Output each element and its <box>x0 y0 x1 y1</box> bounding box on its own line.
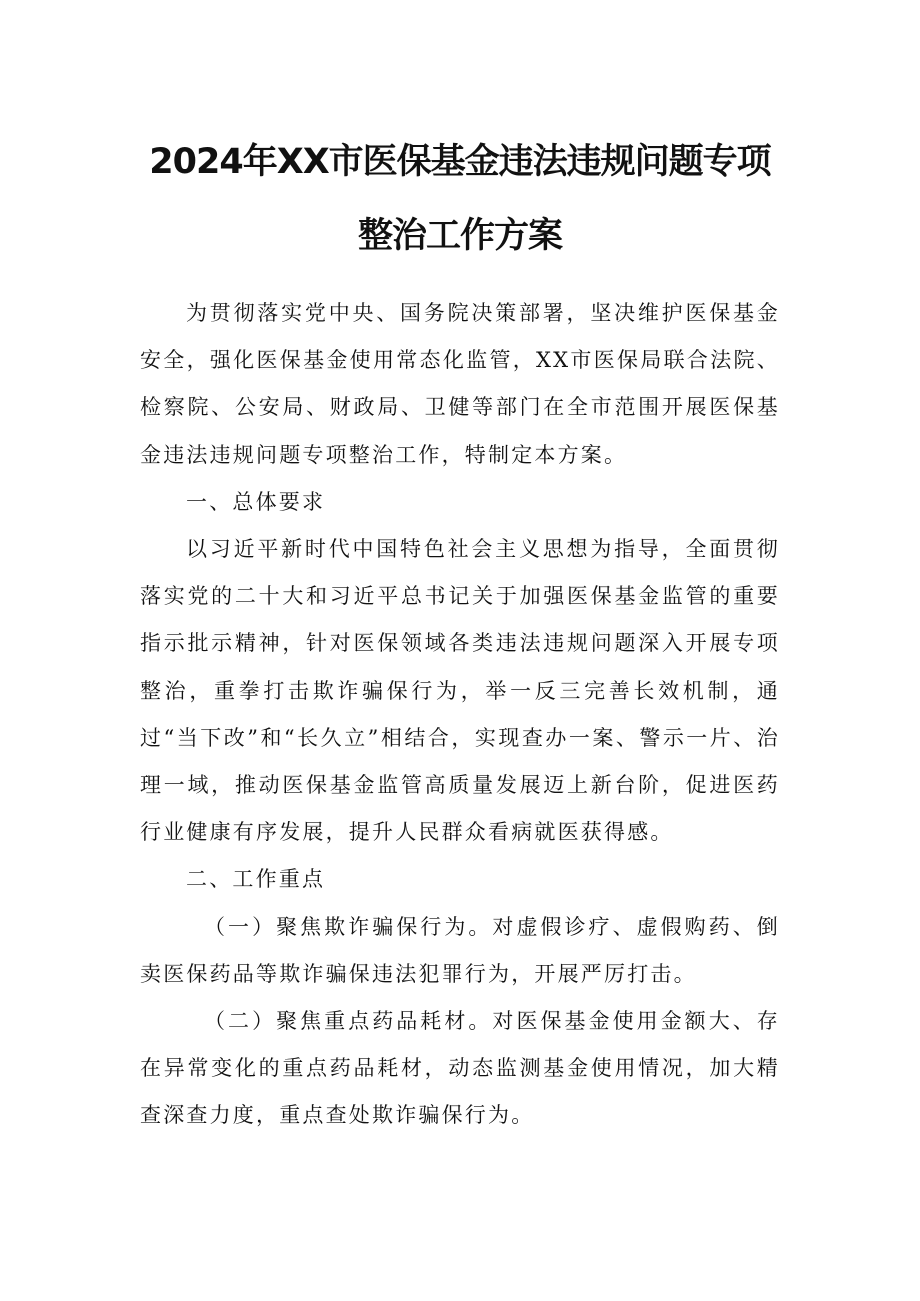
section-2-item-1: （一）聚焦欺诈骗保行为。对虚假诊疗、虚假购药、倒卖医保药品等欺诈骗保违法犯罪行为，开展严厉打击。 <box>140 914 780 986</box>
section-2-item-2: （二）聚焦重点药品耗材。对医保基金使用金额大、存在异常变化的重点药品耗材，动态监测基金使用情况，加大精查深查力度，重点查处欺诈骗保行为。 <box>140 1009 780 1128</box>
document-body <box>140 290 780 1140</box>
document-title-line-1: 2024年XX市医保基金违法违规问题专项 <box>149 142 771 182</box>
section-2-heading: 二、工作重点 <box>186 867 326 892</box>
section-1-heading: 一、总体要求 <box>186 489 326 514</box>
section-1-paragraph: 以习近平新时代中国特色社会主义思想为指导，全面贯彻落实党的二十大和习近平总书记关于加强医保基金监管的重要指示批示精神，针对医保领域各类违法违规问题深入开展专项整治，重拳打击欺诈骗保行为，举一反三完善长效机制，通过“当下改”和“长久立”相结合，实现查办一案、警示一片、治理一域，推动医保基金监管高质量发展迈上新台阶，促进医药行业健康有序发展，提升人民群众看病就医获得感。 <box>140 537 780 845</box>
document-title-line-2: 整治工作方案 <box>357 216 562 256</box>
intro-paragraph: 为贯彻落实党中央、国务院决策部署，坚决维护医保基金安全，强化医保基金使用常态化监管，XX市医保局联合法院、检察院、公安局、财政局、卫健等部门在全市范围开展医保基金违法违规问题专项整治工作，特制定本方案。 <box>140 301 780 467</box>
